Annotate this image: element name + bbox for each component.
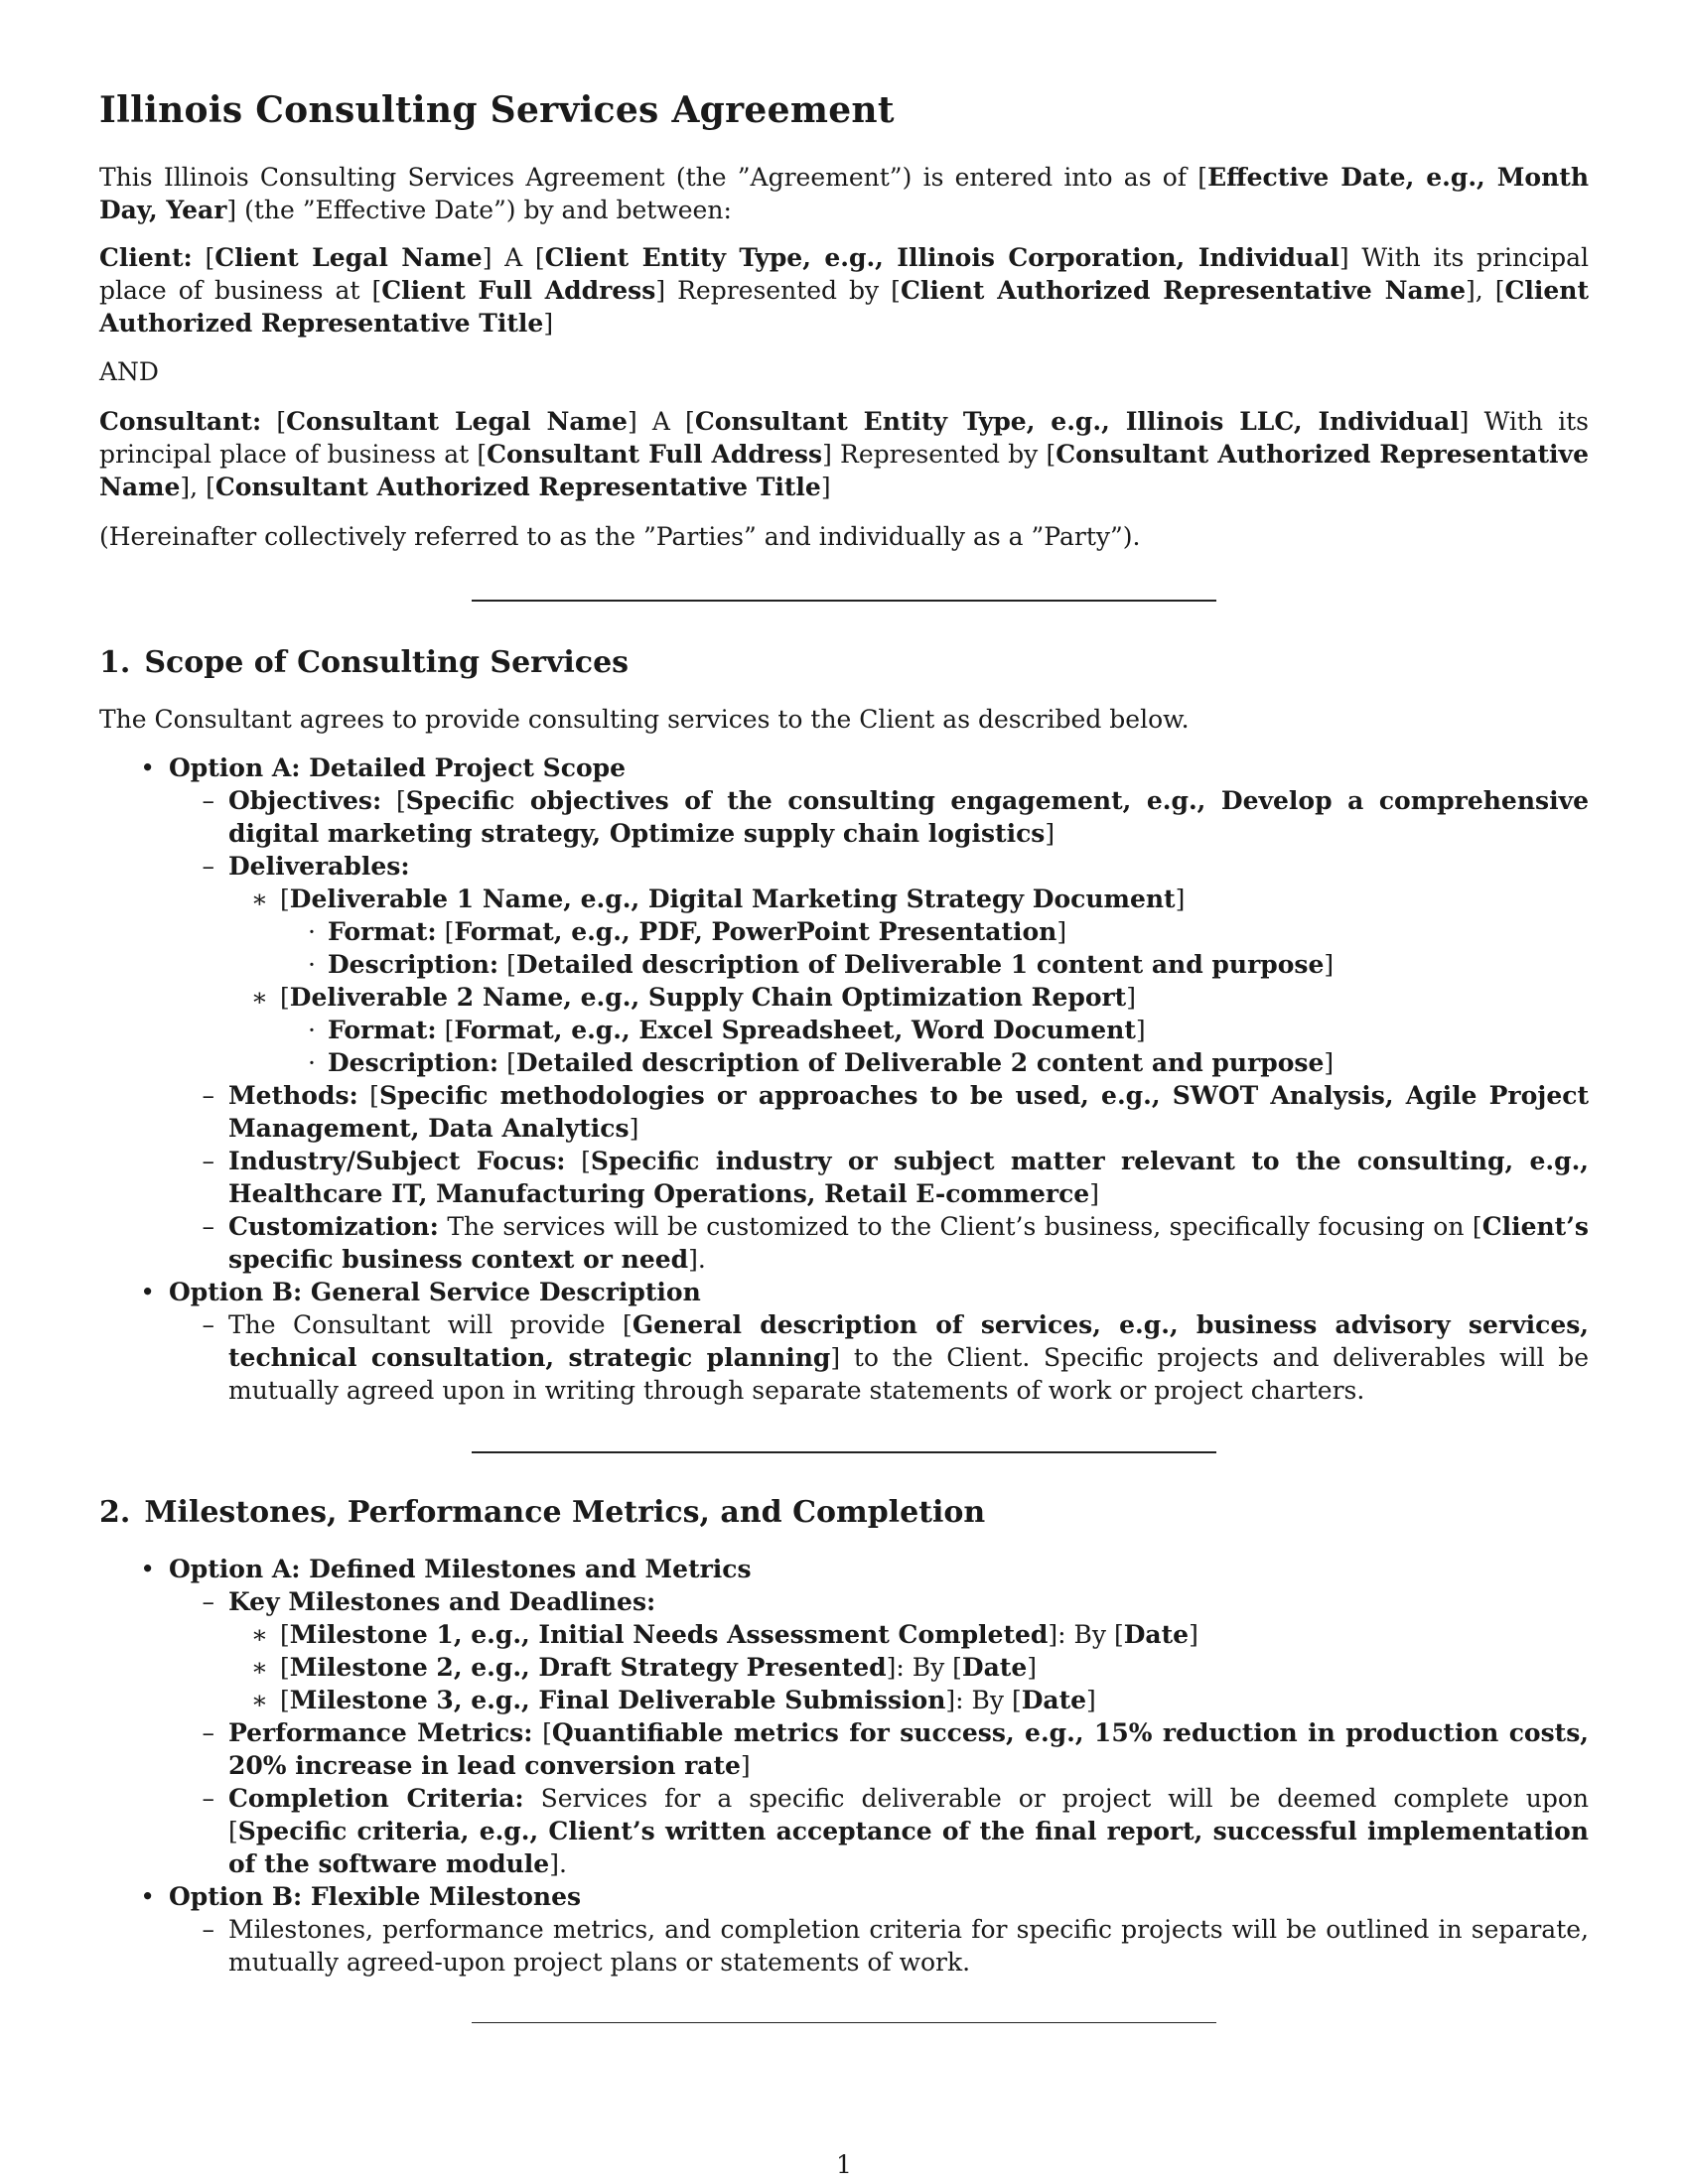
dash-marker: – xyxy=(202,786,214,815)
section-1-intro: The Consultant agrees to provide consulting services to the Client as described below. xyxy=(99,705,1190,734)
section-2-heading: 2. Milestones, Performance Metrics, and Completion xyxy=(99,1495,986,1530)
list-item: ∗ [Deliverable 1 Name, e.g., Digital Marketing Strategy Document] xyxy=(99,883,1589,915)
section-divider xyxy=(472,2022,1216,2023)
list-item: · Format: [Format, e.g., Excel Spreadsheet, Word Document] xyxy=(99,1014,1589,1046)
bullet-marker: • xyxy=(140,1555,155,1583)
section-divider xyxy=(472,600,1216,602)
list-item: • Option A: Defined Milestones and Metrics xyxy=(99,1553,1589,1585)
list-item: – Performance Metrics: [Quantifiable metrics for success, e.g., 15% reduction in production costs, 20% increase in lead conversion rate] xyxy=(99,1716,1589,1782)
list-item: – Methods: [Specific methodologies or approaches to be used, e.g., SWOT Analysis, Agile Project Management, Data Analytics] xyxy=(99,1079,1589,1145)
intro-paragraph: This Illinois Consulting Services Agreement (the ”Agreement”) is entered into as of [Effective Date, e.g., Month Day, Year] (the ”Effective Date”) by and between: xyxy=(99,163,1590,224)
dash-marker: – xyxy=(202,1081,214,1110)
star-marker: ∗ xyxy=(251,1686,268,1714)
document-title: Illinois Consulting Services Agreement xyxy=(99,89,895,131)
list-item: · Format: [Format, e.g., PDF, PowerPoint Presentation] xyxy=(99,915,1589,948)
list-item: – Industry/Subject Focus: [Specific industry or subject matter relevant to the consulting, e.g., Healthcare IT, Manufacturing Operations, Retail E-commerce] xyxy=(99,1145,1589,1210)
list-item: – Completion Criteria: Services for a specific deliverable or project will be deemed complete upon [Specific criteria, e.g., Client’s written acceptance of the final report, successful implementation of the software module]. xyxy=(99,1782,1589,1880)
star-marker: ∗ xyxy=(251,1620,268,1649)
dash-marker: – xyxy=(202,852,214,881)
list-item: – Deliverables: xyxy=(99,850,1589,883)
star-marker: ∗ xyxy=(251,885,268,913)
dash-marker: – xyxy=(202,1718,214,1747)
page-number: 1 xyxy=(836,2150,852,2179)
dot-marker: · xyxy=(308,950,316,979)
star-marker: ∗ xyxy=(251,983,268,1012)
section-1-list xyxy=(99,751,1589,1407)
list-item: ∗ [Milestone 2, e.g., Draft Strategy Presented]: By [Date] xyxy=(99,1651,1589,1684)
consultant-paragraph: Consultant: [Consultant Legal Name] A [Consultant Entity Type, e.g., Illinois LLC, Individual] With its principal place of business at [Consultant Full Address] Represented by [Consultant Authorized Representative Name], [Consultant Authorized Representative Title] xyxy=(99,407,1589,501)
dash-marker: – xyxy=(202,1212,214,1241)
dash-marker: – xyxy=(202,1310,214,1339)
dash-marker: – xyxy=(202,1915,214,1944)
list-item: – Objectives: [Specific objectives of the consulting engagement, e.g., Develop a comprehensive digital marketing strategy, Optimize supply chain logistics] xyxy=(99,784,1589,850)
list-item: – Key Milestones and Deadlines: xyxy=(99,1585,1589,1618)
list-item: • Option B: Flexible Milestones xyxy=(99,1880,1589,1913)
list-item: · Description: [Detailed description of Deliverable 1 content and purpose] xyxy=(99,948,1589,981)
bullet-marker: • xyxy=(140,753,155,782)
list-item: – Customization: The services will be customized to the Client’s business, specifically focusing on [Client’s specific business context or need]. xyxy=(99,1210,1589,1276)
dot-marker: · xyxy=(308,1048,316,1077)
and-separator-text: AND xyxy=(99,357,159,386)
list-item: • Option B: General Service Description xyxy=(99,1276,1589,1308)
section-2-list xyxy=(99,1553,1589,1979)
dot-marker: · xyxy=(308,917,316,946)
list-item: – Milestones, performance metrics, and completion criteria for specific projects will be outlined in separate, mutually agreed-upon project plans or statements of work. xyxy=(99,1913,1589,1979)
section-1-heading: 1. Scope of Consulting Services xyxy=(99,645,630,680)
list-item: • Option A: Detailed Project Scope xyxy=(99,751,1589,784)
star-marker: ∗ xyxy=(251,1653,268,1682)
list-item: · Description: [Detailed description of Deliverable 2 content and purpose] xyxy=(99,1046,1589,1079)
section-divider xyxy=(472,1451,1216,1453)
dash-marker: – xyxy=(202,1784,214,1813)
list-item: – The Consultant will provide [General description of services, e.g., business advisory services, technical consultation, strategic planning] to the Client. Specific projects and deliverables will be mutually agreed upon in writing through separate statements of work or project charters. xyxy=(99,1308,1589,1407)
bullet-marker: • xyxy=(140,1278,155,1306)
list-item: ∗ [Milestone 1, e.g., Initial Needs Assessment Completed]: By [Date] xyxy=(99,1618,1589,1651)
client-paragraph: Client: [Client Legal Name] A [Client Entity Type, e.g., Illinois Corporation, Individual] With its principal place of business at [Client Full Address] Represented by [Client Authorized Representative Name], [Client Authorized Representative Title] xyxy=(99,243,1589,338)
list-item: ∗ [Deliverable 2 Name, e.g., Supply Chain Optimization Report] xyxy=(99,981,1589,1014)
dash-marker: – xyxy=(202,1587,214,1616)
client-label: Client: xyxy=(99,243,193,272)
hereinafter-paragraph: (Hereinafter collectively referred to as the ”Parties” and individually as a ”Party”). xyxy=(99,522,1141,551)
dash-marker: – xyxy=(202,1147,214,1175)
dot-marker: · xyxy=(308,1016,316,1044)
document-page xyxy=(99,0,1589,2184)
consultant-label: Consultant: xyxy=(99,407,262,436)
list-item: ∗ [Milestone 3, e.g., Final Deliverable Submission]: By [Date] xyxy=(99,1684,1589,1716)
bullet-marker: • xyxy=(140,1882,155,1911)
